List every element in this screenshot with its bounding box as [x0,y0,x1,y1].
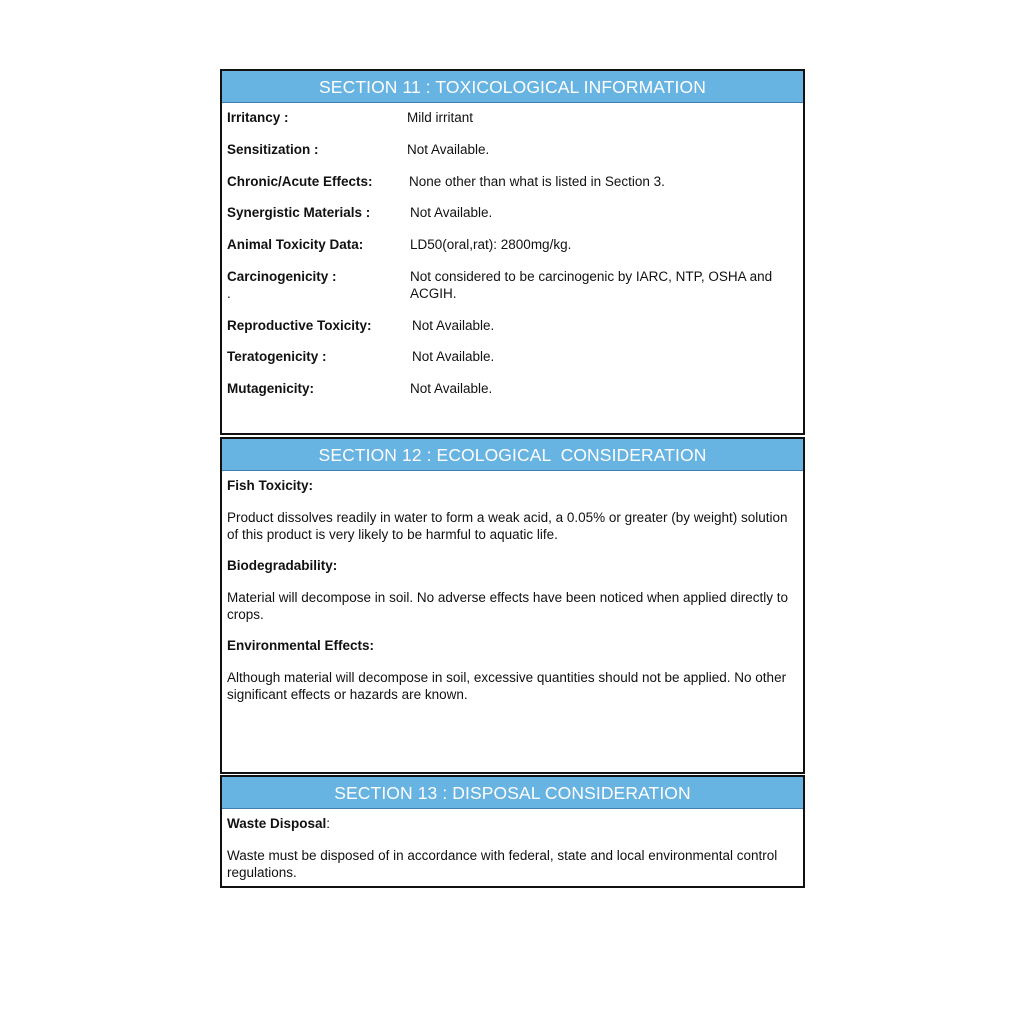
mutagenicity-label: Mutagenicity: [227,381,315,396]
waste-disposal-heading-text: Waste Disposal [227,816,327,831]
waste-disposal-heading [227,815,330,832]
waste-disposal-text: Waste must be disposed of in accordance with federal, state and local environmental control regulations. [227,848,778,880]
section-11-title: SECTION 11 : TOXICOLOGICAL INFORMATION [222,71,803,103]
waste-disposal-colon: : [326,816,331,831]
fish-toxicity-heading: Fish Toxicity: [227,478,314,493]
section-12-title: SECTION 12 : ECOLOGICAL CONSIDERATION [222,439,803,471]
carcinogenicity-label: Carcinogenicity : [227,269,337,284]
fish-toxicity-text: Product dissolves readily in water to form a weak acid, a 0.05% or greater (by weight) solution of this product is very likely to be harmful to aquatic life. [227,510,788,542]
environmental-effects-text: Although material will decompose in soil, excessive quantities should not be applied. No other significant effects or hazards are known. [227,670,787,702]
teratogenicity-value: Not Available. [412,349,495,364]
synergistic-materials-value: Not Available. [410,205,493,220]
sensitization-label: Sensitization : [227,142,319,157]
irritancy-label: Irritancy : [227,110,289,125]
section-13-panel [220,775,805,888]
environmental-effects-heading: Environmental Effects: [227,638,375,653]
section-13-title: SECTION 13 : DISPOSAL CONSIDERATION [222,777,803,809]
carcinogenicity-value: Not considered to be carcinogenic by IARC, NTP, OSHA and ACGIH. [410,269,773,301]
reproductive-toxicity-label: Reproductive Toxicity: [227,318,372,333]
biodegradability-text: Material will decompose in soil. No adverse effects have been noticed when applied directly to crops. [227,590,789,622]
teratogenicity-label: Teratogenicity : [227,349,327,364]
carcinogenicity-dot: . [227,286,231,301]
reproductive-toxicity-value: Not Available. [412,318,495,333]
chronic-acute-effects-label: Chronic/Acute Effects: [227,174,373,189]
synergistic-materials-label: Synergistic Materials : [227,205,371,220]
irritancy-value: Mild irritant [407,110,474,125]
sensitization-value: Not Available. [407,142,490,157]
animal-toxicity-value: LD50(oral,rat): 2800mg/kg. [410,237,572,252]
section-11-panel [220,69,805,435]
section-12-panel [220,437,805,774]
animal-toxicity-label: Animal Toxicity Data: [227,237,364,252]
chronic-acute-effects-value: None other than what is listed in Section 3. [409,174,665,189]
biodegradability-heading: Biodegradability: [227,558,338,573]
mutagenicity-value: Not Available. [410,381,493,396]
